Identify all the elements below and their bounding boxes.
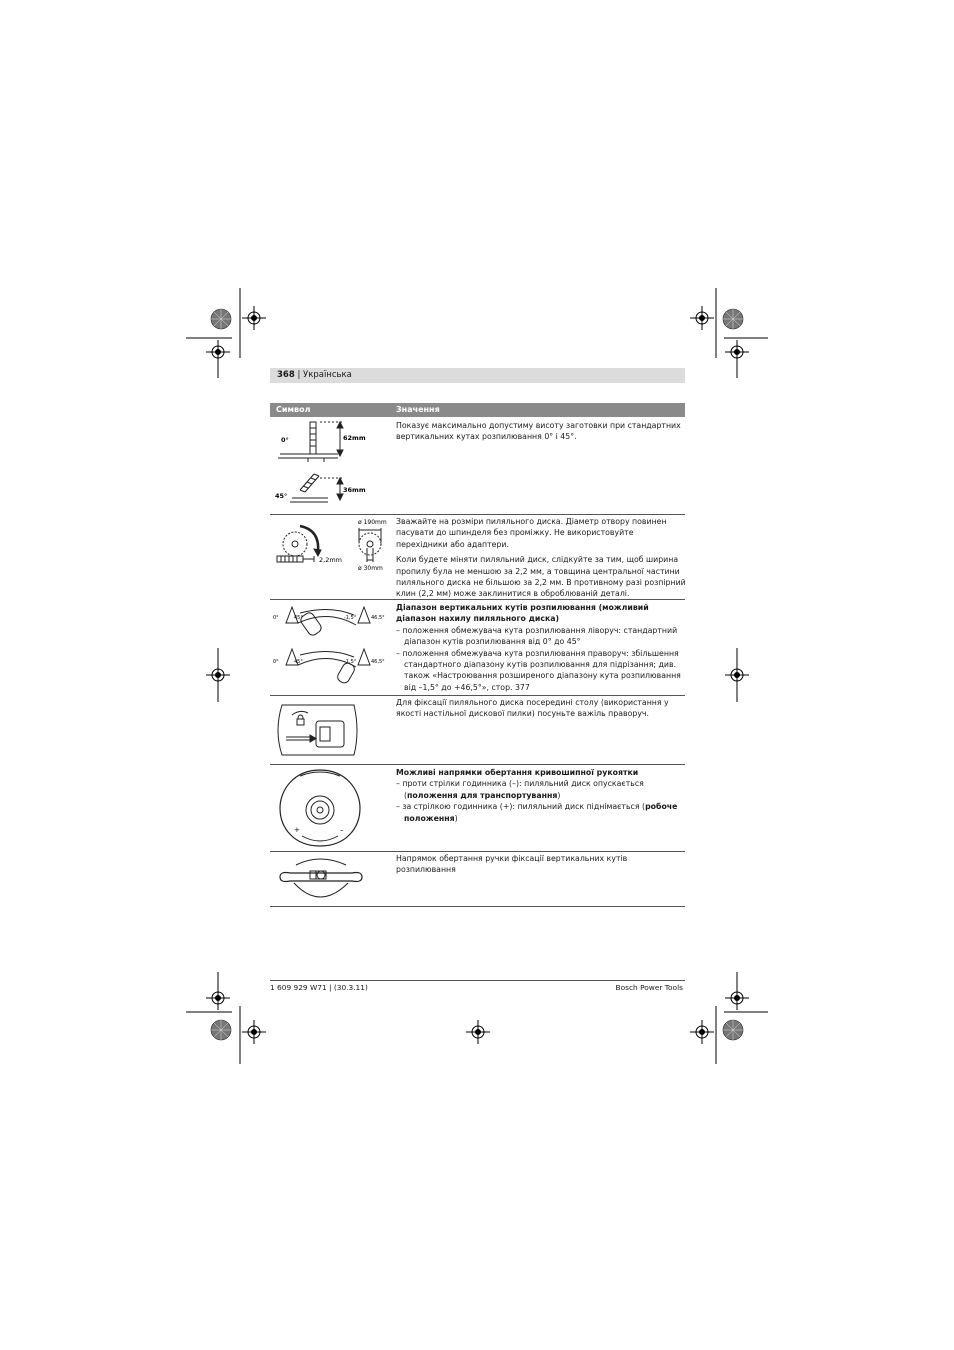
column-header-symbol: Символ [276,405,311,414]
row-center-lock-text: Для фіксації пиляльного диска посередині столу (використання у якості настільної дискової пилки) посуньте важіль праворуч. [396,698,669,719]
bevel-label-max-right-2: 46,5° [371,659,385,665]
row-bevel-range-text [396,602,686,693]
saw-blade-text-1: Зважайте на розміри пиляльного диска. Діаметр отвору повинен пасувати до шпинделя без проміжку. Не використовуйте перехідники або адаптери. [396,517,667,549]
bevel-label-45-left: 45° [294,615,303,621]
crank-item-2-pre: – за стрілкою годинника (+): пиляльний диск піднімається ( [396,802,646,812]
header-language: Українська [303,370,352,380]
crank-title: Можливі напрямки обертання кривошипної рукоятки [396,768,639,777]
row-divider [270,695,685,696]
workpiece-height-symbol [270,418,390,513]
row-divider [270,906,685,907]
footer-brand: Bosch Power Tools [615,983,683,992]
bore-diameter-label: ø 30mm [358,565,383,572]
row-bevel-knob-text: Напрямок обертання ручки фіксації вертикальних кутів розпилювання [396,854,628,875]
bevel-range-symbol [270,601,392,694]
row-workpiece-height-text: Показує максимально допустиму висоту заготовки при стандартних вертикальних кутах розпилювання 0° і 45°. [396,421,681,442]
crank-handle-symbol [270,766,392,850]
crank-item-1-bold: положення для транспортування [407,790,558,800]
page-header [270,368,685,383]
bevel-label-neg-right-2: -1,5° [344,659,357,665]
row-saw-blade-text [396,516,686,604]
bevel-range-item-2: – положення обмежувача кута розпилювання праворуч: збільшення стандартного діапазону кутів розпилювання для підрізання; див. також «Настроювання розширеного діапазону кута розпилювання від –1,5° до +46,5°», стор. 377 [396,648,681,692]
crank-item-1-pre: – проти стрілки годинника (–): пиляльний диск опускається ( [396,779,644,800]
bevel-range-title: Діапазон вертикальних кутів розпилювання (можливий діапазон нахилу пиляльного диска) [396,603,649,624]
crank-item-1 [396,778,686,801]
outer-diameter-label: ø 190mm [358,519,387,526]
row-divider [270,764,685,765]
saw-blade-symbol [270,516,392,598]
height-label-62: 62mm [343,434,366,442]
header-separator: | [297,370,301,380]
page-number: 368 [277,370,295,380]
crank-item-2-post: ) [454,813,458,823]
row-crank-text [396,767,686,824]
bevel-lock-knob-symbol [270,853,392,905]
angle-label-0: 0° [281,436,289,444]
bevel-label-0-left-2: 0° [273,659,279,665]
center-lock-lever-symbol [270,697,392,763]
bevel-label-0-left: 0° [273,615,279,621]
crank-plus-label: + [294,826,300,834]
column-header-meaning: Значення [396,405,440,414]
bevel-label-max-right: 46,5° [371,615,385,621]
kerf-label: 2,2mm [319,556,343,564]
bevel-label-45-left-2: 45° [294,659,303,665]
table-header [270,403,685,417]
crank-item-2 [396,801,686,824]
height-label-36: 36mm [343,486,366,494]
crank-item-2-bold: робоче положення [404,802,678,823]
footer-divider [270,980,685,981]
crank-item-1-post: ) [557,790,561,800]
saw-blade-text-2: Коли будете міняти пиляльний диск, слідкуйте за тим, щоб ширина пропилу була не меншою за 2,2 мм, а товщина центральної частини пиляльного диска не більшою за 2,2 мм. В противному разі розпірний клин (2,2 мм) може заклинитися в оброблюваній деталі. [396,555,686,599]
angle-label-45: 45° [275,492,288,500]
bevel-range-item-1: – положення обмежувача кута розпилювання ліворуч: стандартний діапазон кутів розпилювання від 0° до 45° [396,625,678,647]
footer-doc-id: 1 609 929 W71 | (30.3.11) [270,983,368,992]
row-divider [270,514,685,515]
crank-minus-label: – [340,826,344,834]
row-divider [270,851,685,852]
bevel-label-neg-right: -1,5° [344,615,357,621]
